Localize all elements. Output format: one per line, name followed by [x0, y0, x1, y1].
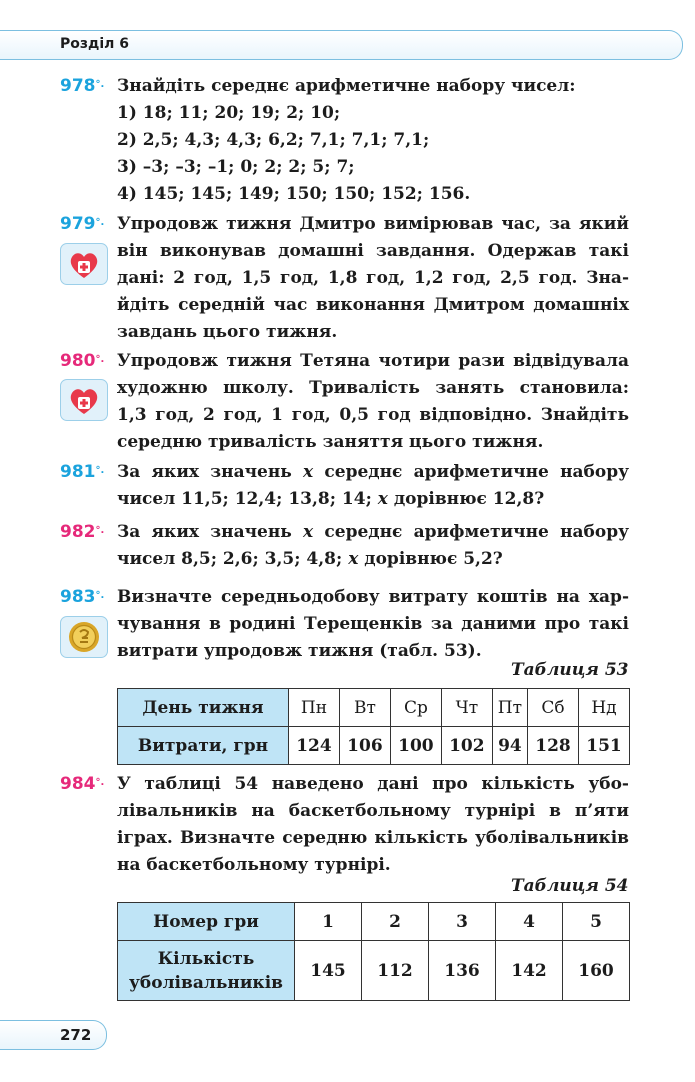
- table-caption: Таблиця 54: [511, 876, 629, 896]
- page-number-tab: [0, 1020, 107, 1050]
- table-cell: Пн: [289, 689, 340, 727]
- task-text: Упродовж тижня Дмитро вимірював час, за який він виконував домашні завдання. Одержав такі дані: 2 год, 1,5 год, 1,8 год, 1,2 год, 2,5 год. Зна- йдіть середній час виконання Дмитром домашніх завдань цього тижня.: [117, 214, 629, 342]
- page-number: 272: [60, 1026, 92, 1044]
- table-row: [118, 903, 630, 941]
- table-cell: 106: [339, 727, 390, 765]
- table-header-cell: Витрати, грн: [118, 727, 289, 765]
- table-cell: 4: [496, 903, 563, 941]
- table-header-cell: Кількість уболівальників: [118, 941, 295, 1001]
- table-cell: 112: [362, 941, 429, 1001]
- table-row: [118, 689, 630, 727]
- table-cell: Чт: [441, 689, 492, 727]
- heart-health-icon: [60, 379, 108, 421]
- section-title: Розділ 6: [60, 36, 129, 52]
- table-cell: Ср: [390, 689, 441, 727]
- task-number: 981°.: [60, 462, 105, 482]
- table-cell: 160: [563, 941, 630, 1001]
- task-text: Визначте середньодобову витрату коштів на хар- чування в родині Терещенків за даними про такі витрати упродовж тижня (табл. 53).: [117, 587, 629, 661]
- table-row: [118, 941, 630, 1001]
- task-text: Знайдіть середнє арифметичне набору чисел: 1) 18; 11; 20; 19; 2; 10; 2) 2,5; 4,3; 4,3; 6,2; 7,1; 7,1; 7,1; 3) –3; –3; –1; 0; 2; 2; 5; 7; 4) 145; 145; 149; 150; 150; 152; 156.: [117, 76, 576, 204]
- table-cell: 124: [289, 727, 340, 765]
- table-cell: 100: [390, 727, 441, 765]
- table-header-cell: Номер гри: [118, 903, 295, 941]
- task-number: 979°.: [60, 214, 105, 234]
- task-number: 983°.: [60, 587, 105, 607]
- table-cell: 151: [578, 727, 629, 765]
- heart-health-icon: [60, 243, 108, 285]
- task-number: 980°.: [60, 351, 105, 371]
- table-54: [117, 902, 630, 1001]
- table-cell: Вт: [339, 689, 390, 727]
- table-53: [117, 688, 630, 765]
- table-header-cell: День тижня: [118, 689, 289, 727]
- table-cell: 2: [362, 903, 429, 941]
- task-text: Упродовж тижня Тетяна чотири рази відвідувала художню школу. Тривалість занять становила: 1,3 год, 2 год, 1 год, 0,5 год відповідно. Знайдіть середню тривалість заняття цього тижня.: [117, 351, 629, 452]
- table-cell: 1: [295, 903, 362, 941]
- table-cell: Пт: [492, 689, 527, 727]
- table-cell: 142: [496, 941, 563, 1001]
- table-cell: 5: [563, 903, 630, 941]
- task-number: 982°.: [60, 522, 105, 542]
- table-cell: 94: [492, 727, 527, 765]
- section-header: [0, 30, 683, 60]
- table-row: [118, 727, 630, 765]
- task-number: 984°.: [60, 774, 105, 794]
- task-number: 978°.: [60, 76, 105, 96]
- table-caption: Таблиця 53: [511, 660, 629, 680]
- table-cell: Нд: [578, 689, 629, 727]
- coin-icon: [60, 616, 108, 658]
- task-text: За яких значень x середнє арифметичне набору чисел 11,5; 12,4; 13,8; 14; x дорівнює 12,8?: [117, 462, 629, 509]
- table-cell: 145: [295, 941, 362, 1001]
- table-cell: 128: [528, 727, 579, 765]
- table-cell: Сб: [528, 689, 579, 727]
- task-text: У таблиці 54 наведено дані про кількість убо- лівальників на баскетбольному турнірі в п’яти іграх. Визначте середню кількість уболівальників на баскетбольному турнірі.: [117, 774, 629, 875]
- task-text: За яких значень x середнє арифметичне набору чисел 8,5; 2,6; 3,5; 4,8; x дорівнює 5,2?: [117, 522, 629, 569]
- table-cell: 3: [429, 903, 496, 941]
- table-cell: 102: [441, 727, 492, 765]
- table-cell: 136: [429, 941, 496, 1001]
